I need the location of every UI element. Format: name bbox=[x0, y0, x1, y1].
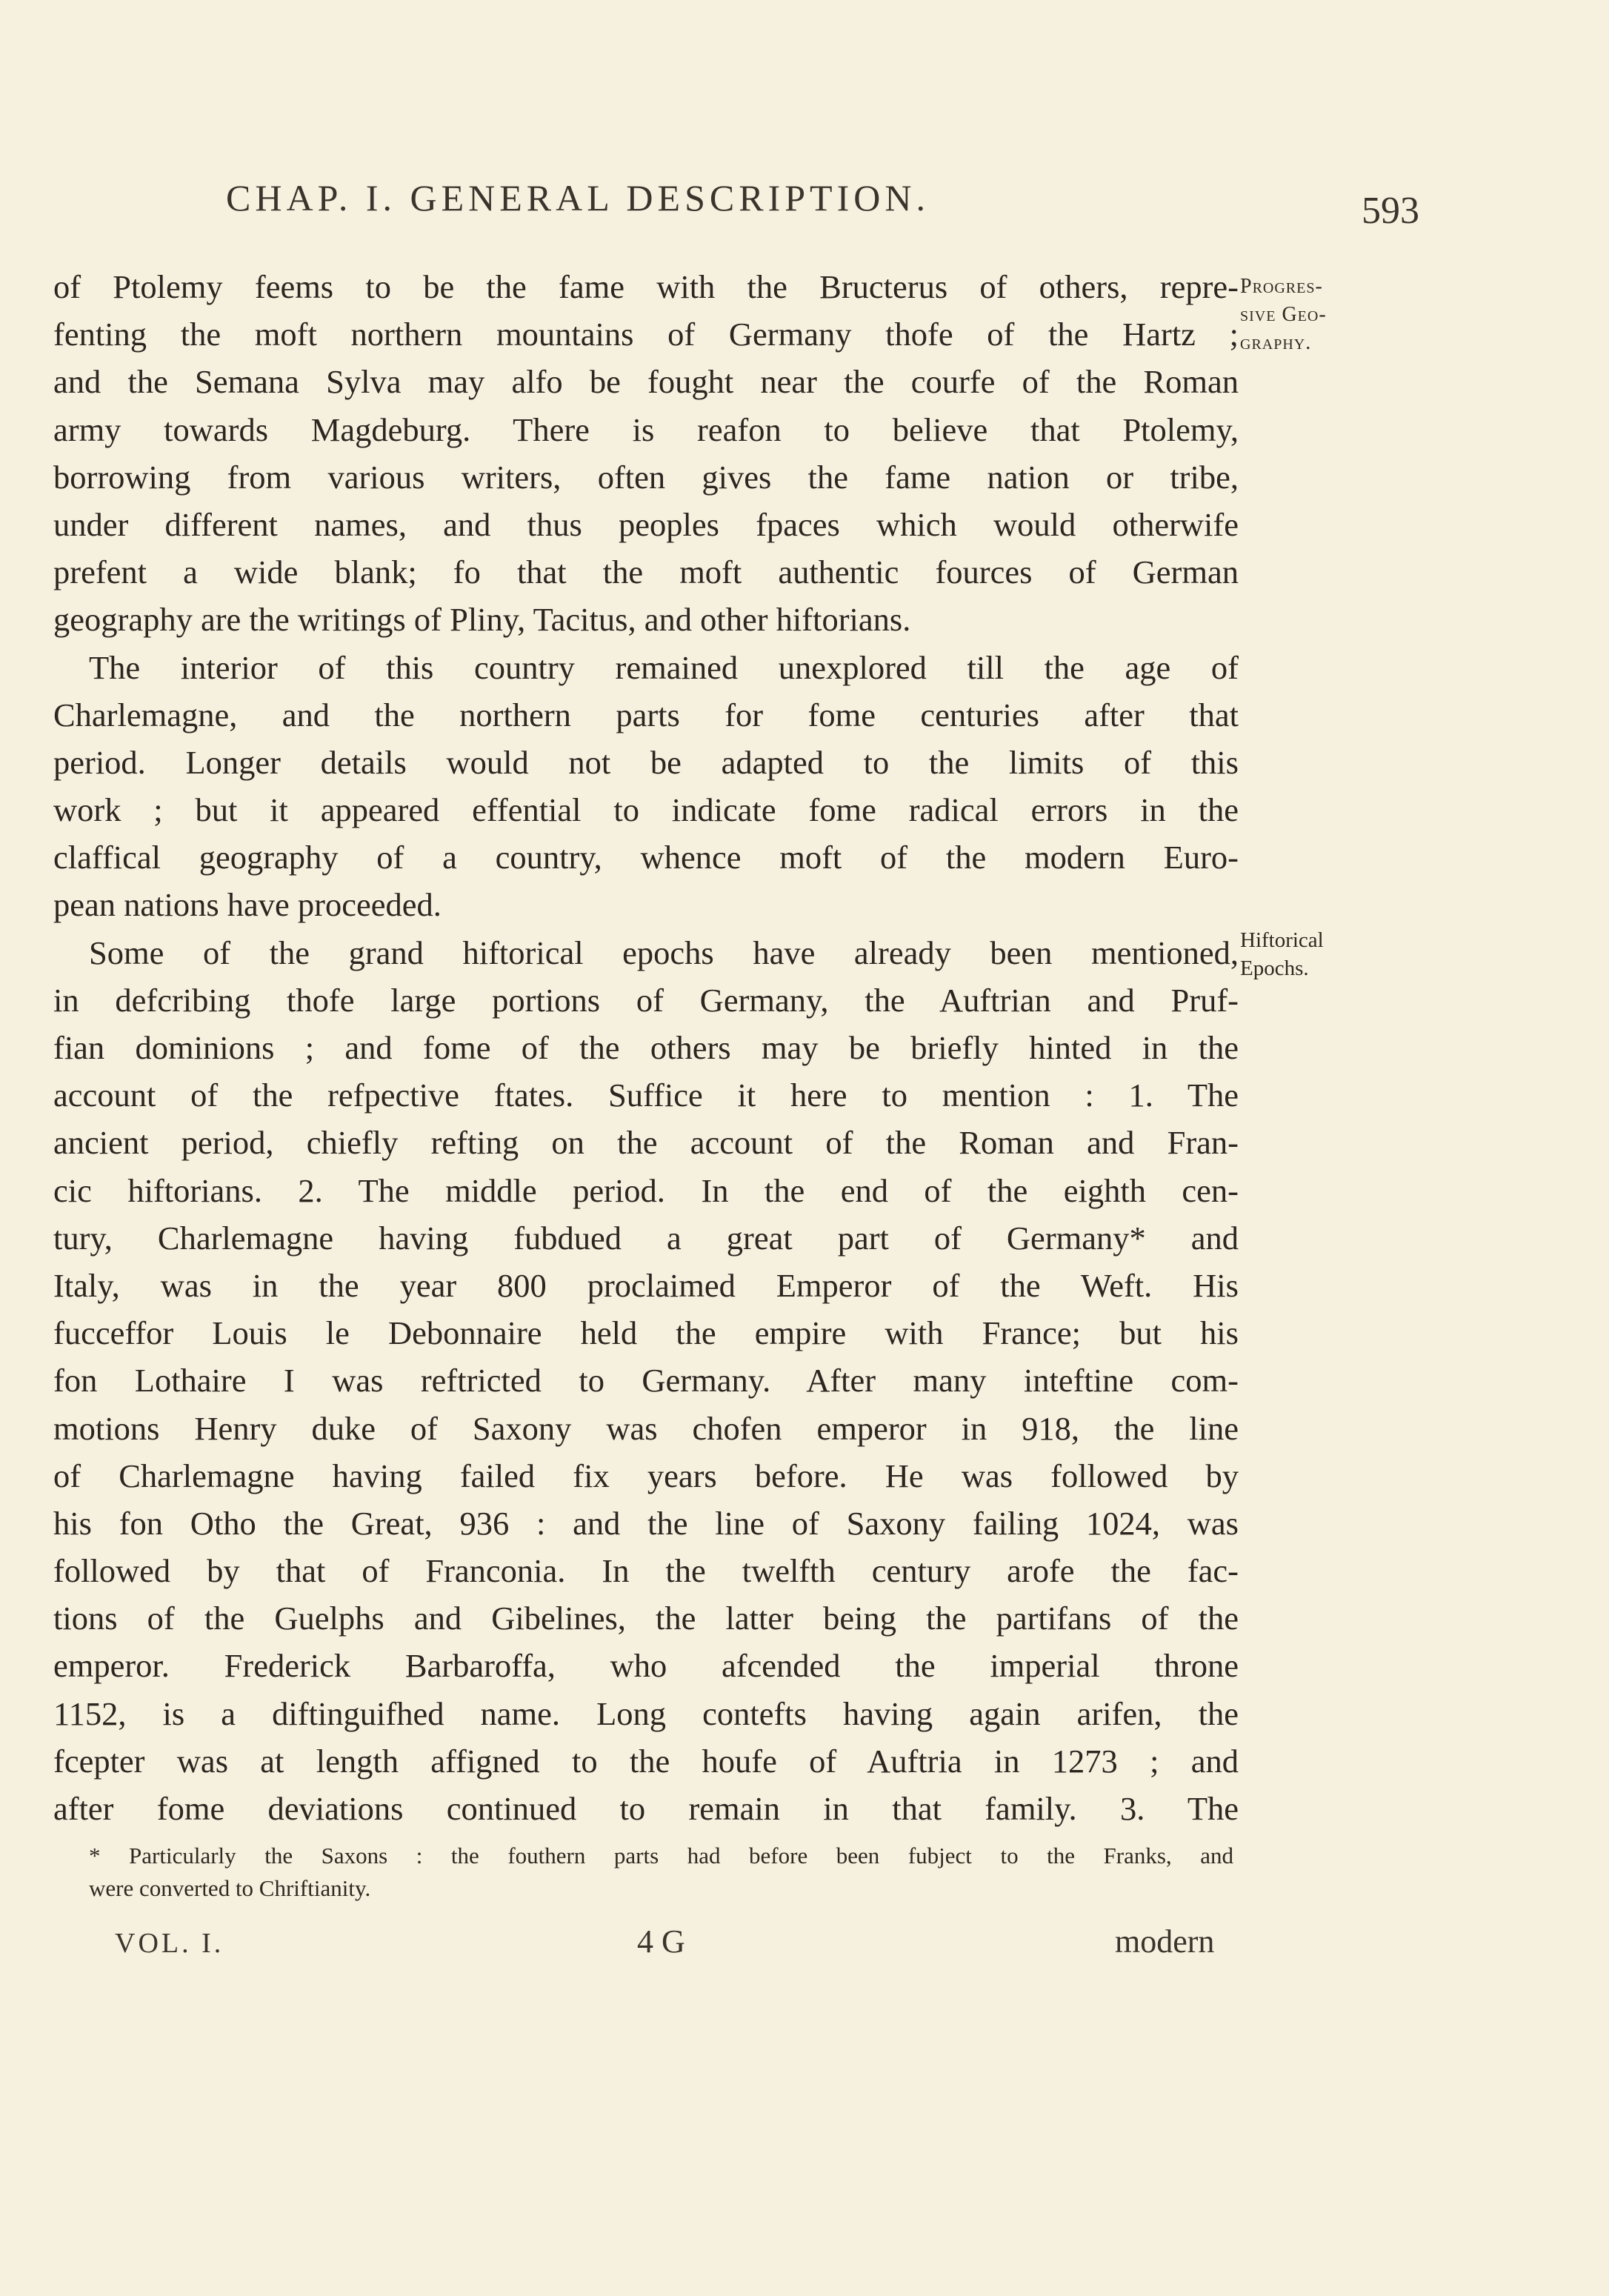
text-line: cic hiftorians. 2. The middle period. In the end of the eighth cen- bbox=[53, 1171, 1239, 1209]
text-line: fucceffor Louis le Debonnaire held the empire with France; but his bbox=[53, 1314, 1239, 1352]
page-footer bbox=[0, 1923, 1609, 1967]
text-line: The interior of this country remained unexplored till the age of bbox=[89, 648, 1239, 686]
text-line: work ; but it appeared effential to indicate fome radical errors in the bbox=[53, 791, 1239, 829]
text-line: emperor. Frederick Barbaroffa, who afcended the imperial throne bbox=[53, 1647, 1239, 1685]
text-line: of Ptolemy feems to be the fame with the Bructerus of others, repre- bbox=[53, 268, 1239, 305]
signature-mark: 4 G bbox=[637, 1923, 685, 1960]
marginal-note-line: Hiftorical bbox=[1240, 928, 1324, 952]
body-text bbox=[53, 263, 1239, 1832]
marginal-note-line: graphy. bbox=[1240, 331, 1312, 354]
marginal-note-progressive-geography bbox=[1240, 273, 1388, 357]
text-line: fcepter was at length affigned to the houfe of Auftria in 1273 ; and bbox=[53, 1742, 1239, 1780]
running-head: CHAP. I. GENERAL DESCRIPTION. bbox=[226, 177, 930, 219]
text-line: tury, Charlemagne having fubdued a great part of Germany* and bbox=[53, 1219, 1239, 1257]
text-line: of Charlemagne having failed fix years before. He was followed by bbox=[53, 1457, 1239, 1494]
text-line: ancient period, chiefly refting on the account of the Roman and Fran- bbox=[53, 1124, 1239, 1162]
text-line: Italy, was in the year 800 proclaimed Emperor of the Weft. His bbox=[53, 1266, 1239, 1304]
marginal-note-line: Epochs. bbox=[1240, 956, 1309, 980]
marginal-note-line: Progres- bbox=[1240, 275, 1323, 298]
catchword: modern bbox=[1115, 1923, 1215, 1960]
text-line: under different names, and thus peoples fpaces which would otherwife bbox=[53, 505, 1239, 543]
text-line: 1152, is a diftinguifhed name. Long contefts having again arifen, the bbox=[53, 1694, 1239, 1732]
text-line: borrowing from various writers, often gives the fame nation or tribe, bbox=[53, 458, 1239, 496]
text-line: pean nations have proceeded. bbox=[53, 886, 442, 924]
volume-label: VOL. I. bbox=[115, 1928, 224, 1959]
text-line: claffical geography of a country, whence moft of the modern Euro- bbox=[53, 839, 1239, 876]
footnote-line: * Particularly the Saxons : the fouthern parts had before been fubject to the Franks, and bbox=[89, 1843, 1233, 1869]
text-line: account of the refpective ftates. Suffice it here to mention : 1. The bbox=[53, 1077, 1239, 1114]
text-line: geography are the writings of Pliny, Tacitus, and other hiftorians. bbox=[53, 601, 911, 639]
text-line: Some of the grand hiftorical epochs have already been mentioned, bbox=[89, 934, 1239, 971]
text-line: after fome deviations continued to remain in that family. 3. The bbox=[53, 1790, 1239, 1827]
text-line: Charlemagne, and the northern parts for fome centuries after that bbox=[53, 696, 1239, 733]
marginal-note-line: sive Geo- bbox=[1240, 303, 1327, 326]
footnote bbox=[89, 1840, 1233, 1905]
page-number: 593 bbox=[1362, 190, 1419, 232]
text-line: period. Longer details would not be adapted to the limits of this bbox=[53, 743, 1239, 781]
footnote-line: were converted to Chriftianity. bbox=[89, 1875, 371, 1901]
text-line: prefent a wide blank; fo that the moft authentic fources of German bbox=[53, 553, 1239, 591]
text-line: his fon Otho the Great, 936 : and the line of Saxony failing 1024, was bbox=[53, 1504, 1239, 1542]
text-line: army towards Magdeburg. There is reafon to believe that Ptolemy, bbox=[53, 410, 1239, 448]
text-line: followed by that of Franconia. In the twelfth century arofe the fac- bbox=[53, 1552, 1239, 1590]
text-line: fon Lothaire I was reftricted to Germany. After many inteftine com- bbox=[53, 1362, 1239, 1400]
text-line: tions of the Guelphs and Gibelines, the latter being the partifans of the bbox=[53, 1600, 1239, 1637]
text-line: motions Henry duke of Saxony was chofen emperor in 918, the line bbox=[53, 1409, 1239, 1447]
marginal-note-historical-epochs bbox=[1240, 926, 1388, 982]
text-line: fenting the moft northern mountains of Germany thofe of the Hartz ; bbox=[53, 316, 1239, 353]
text-line: in defcribing thofe large portions of Germany, the Auftrian and Pruf- bbox=[53, 981, 1239, 1019]
text-line: fian dominions ; and fome of the others may be briefly hinted in the bbox=[53, 1029, 1239, 1066]
text-line: and the Semana Sylva may alfo be fought near the courfe of the Roman bbox=[53, 363, 1239, 401]
